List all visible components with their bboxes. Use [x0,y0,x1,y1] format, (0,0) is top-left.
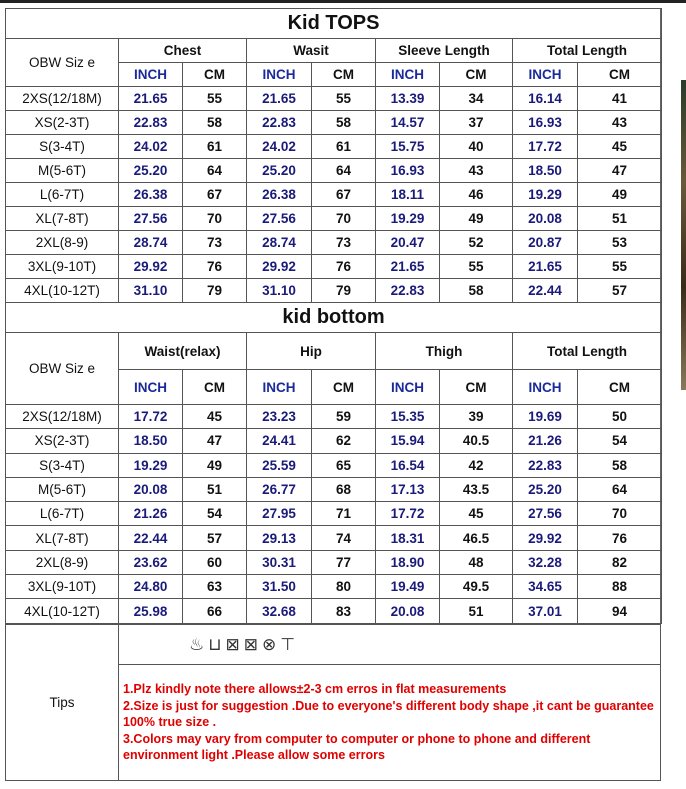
inch-cell: 21.26 [513,429,578,453]
unit-inch-header: INCH [376,370,440,405]
cm-cell: 63 [183,575,247,599]
table-row [6,429,662,453]
inch-cell: 24.02 [119,135,183,159]
size-header: OBW Siz e [6,39,119,87]
inch-cell: 19.69 [513,405,578,429]
cm-cell: 40 [440,135,513,159]
cm-cell: 60 [183,550,247,574]
size-cell: S(3-4T) [6,135,119,159]
inch-cell: 24.41 [247,429,312,453]
unit-cm-header: CM [578,63,662,87]
unit-cm-header: CM [440,63,513,87]
cm-cell: 68 [312,477,376,501]
cm-cell: 58 [578,453,662,477]
cm-cell: 70 [312,207,376,231]
cm-cell: 67 [183,183,247,207]
group-header: Total Length [513,39,662,63]
cm-cell: 46 [440,183,513,207]
inch-cell: 25.59 [247,453,312,477]
cm-cell: 74 [312,526,376,550]
size-cell: M(5-6T) [6,477,119,501]
size-cell: XS(2-3T) [6,429,119,453]
size-cell: M(5-6T) [6,159,119,183]
inch-cell: 17.72 [376,502,440,526]
cm-cell: 51 [440,599,513,623]
cm-cell: 57 [578,279,662,303]
inch-cell: 26.38 [119,183,183,207]
cm-cell: 62 [312,429,376,453]
cm-cell: 73 [312,231,376,255]
tip-1: 1.Plz kindly note there allows±2-3 cm erros in flat measurements [123,682,507,697]
table-row [6,405,662,429]
inch-cell: 26.77 [247,477,312,501]
cm-cell: 61 [183,135,247,159]
inch-cell: 27.56 [247,207,312,231]
size-cell: S(3-4T) [6,453,119,477]
tips-label: Tips [6,625,119,781]
cm-cell: 58 [440,279,513,303]
unit-cm-header: CM [183,370,247,405]
cm-cell: 34 [440,87,513,111]
cm-cell: 57 [183,526,247,550]
cm-cell: 51 [183,477,247,501]
cm-cell: 48 [440,550,513,574]
inch-cell: 22.83 [513,453,578,477]
cm-cell: 59 [312,405,376,429]
group-header: Total Length [513,333,662,370]
cm-cell: 70 [578,502,662,526]
inch-cell: 16.14 [513,87,578,111]
unit-cm-header: CM [578,370,662,405]
size-cell: XS(2-3T) [6,111,119,135]
inch-cell: 24.80 [119,575,183,599]
inch-cell: 32.28 [513,550,578,574]
table-row [6,279,662,303]
inch-cell: 30.31 [247,550,312,574]
inch-cell: 24.02 [247,135,312,159]
hand-wash-icon: ♨ [189,634,209,654]
unit-inch-header: INCH [119,63,183,87]
cm-cell: 49 [440,207,513,231]
inch-cell: 19.29 [376,207,440,231]
inch-cell: 19.49 [376,575,440,599]
unit-inch-header: INCH [376,63,440,87]
cm-cell: 66 [183,599,247,623]
inch-cell: 18.31 [376,526,440,550]
inch-cell: 20.47 [376,231,440,255]
unit-inch-header: INCH [119,370,183,405]
size-cell: 4XL(10-12T) [6,599,119,623]
inch-cell: 28.74 [119,231,183,255]
size-cell: 4XL(10-12T) [6,279,119,303]
size-cell: XL(7-8T) [6,526,119,550]
tips-text [119,665,661,781]
cm-cell: 71 [312,502,376,526]
table-row [6,87,662,111]
group-header: Chest [119,39,247,63]
inch-cell: 18.50 [119,429,183,453]
table-title: kid bottom [6,303,662,333]
inch-cell: 29.92 [513,526,578,550]
wash-tub-icon: ⊔ [208,634,226,654]
group-header: Sleeve Length [376,39,513,63]
inch-cell: 27.95 [247,502,312,526]
cm-cell: 83 [312,599,376,623]
cm-cell: 58 [312,111,376,135]
cm-cell: 53 [578,231,662,255]
table-title: Kid TOPS [6,9,662,39]
inch-cell: 21.26 [119,502,183,526]
table-row [6,453,662,477]
unit-cm-header: CM [312,370,376,405]
inch-cell: 23.23 [247,405,312,429]
inch-cell: 31.10 [247,279,312,303]
inch-cell: 29.92 [119,255,183,279]
inch-cell: 25.20 [247,159,312,183]
inch-cell: 20.08 [119,477,183,501]
cm-cell: 43 [578,111,662,135]
group-header: Waist(relax) [119,333,247,370]
inch-cell: 17.72 [119,405,183,429]
inch-cell: 25.98 [119,599,183,623]
inch-cell: 22.44 [119,526,183,550]
cm-cell: 45 [183,405,247,429]
inch-cell: 16.93 [513,111,578,135]
cm-cell: 79 [312,279,376,303]
inch-cell: 21.65 [513,255,578,279]
table-row [6,207,662,231]
table-row [6,135,662,159]
tips-table [5,624,661,781]
inch-cell: 23.62 [119,550,183,574]
group-header: Wasit [247,39,376,63]
cm-cell: 79 [183,279,247,303]
size-header: OBW Siz e [6,333,119,405]
cm-cell: 55 [312,87,376,111]
cm-cell: 51 [578,207,662,231]
inch-cell: 15.35 [376,405,440,429]
cm-cell: 47 [183,429,247,453]
cm-cell: 55 [183,87,247,111]
cm-cell: 54 [578,429,662,453]
unit-inch-header: INCH [513,63,578,87]
inch-cell: 25.20 [513,477,578,501]
inch-cell: 18.50 [513,159,578,183]
inch-cell: 27.56 [119,207,183,231]
cm-cell: 43 [440,159,513,183]
cm-cell: 70 [183,207,247,231]
cm-cell: 76 [312,255,376,279]
inch-cell: 15.75 [376,135,440,159]
product-photo-edge [681,80,686,390]
cm-cell: 76 [578,526,662,550]
inch-cell: 13.39 [376,87,440,111]
unit-inch-header: INCH [247,370,312,405]
inch-cell: 15.94 [376,429,440,453]
inch-cell: 20.08 [513,207,578,231]
cm-cell: 67 [312,183,376,207]
table-row [6,550,662,574]
cm-cell: 55 [440,255,513,279]
inch-cell: 37.01 [513,599,578,623]
table-row [6,231,662,255]
cm-cell: 39 [440,405,513,429]
cm-cell: 94 [578,599,662,623]
size-cell: 2XL(8-9) [6,231,119,255]
cm-cell: 45 [578,135,662,159]
table-row [6,575,662,599]
inch-cell: 32.68 [247,599,312,623]
inch-cell: 21.65 [247,87,312,111]
table-row [6,599,662,623]
cm-cell: 65 [312,453,376,477]
inch-cell: 22.44 [513,279,578,303]
cm-cell: 64 [578,477,662,501]
cm-cell: 52 [440,231,513,255]
size-cell: XL(7-8T) [6,207,119,231]
inch-cell: 20.08 [376,599,440,623]
unit-inch-header: INCH [513,370,578,405]
cm-cell: 49 [183,453,247,477]
inch-cell: 31.50 [247,575,312,599]
cm-cell: 88 [578,575,662,599]
cm-cell: 77 [312,550,376,574]
size-cell: 2XL(8-9) [6,550,119,574]
bottoms-size-table [5,302,662,624]
inch-cell: 18.11 [376,183,440,207]
tip-2: 2.Size is just for suggestion .Due to everyone's different body shape ,it cant be guarantee 100% true size . [123,698,654,730]
inch-cell: 31.10 [119,279,183,303]
size-cell: 3XL(9-10T) [6,575,119,599]
tops-size-table [5,8,662,303]
inch-cell: 14.57 [376,111,440,135]
cm-cell: 64 [183,159,247,183]
unit-cm-header: CM [440,370,513,405]
inch-cell: 29.92 [247,255,312,279]
inch-cell: 27.56 [513,502,578,526]
inch-cell: 16.54 [376,453,440,477]
cm-cell: 37 [440,111,513,135]
inch-cell: 19.29 [513,183,578,207]
inch-cell: 21.65 [119,87,183,111]
cm-cell: 46.5 [440,526,513,550]
inch-cell: 22.83 [376,279,440,303]
cm-cell: 49.5 [440,575,513,599]
cm-cell: 82 [578,550,662,574]
inch-cell: 26.38 [247,183,312,207]
inch-cell: 17.72 [513,135,578,159]
size-cell: 2XS(12/18M) [6,405,119,429]
inch-cell: 21.65 [376,255,440,279]
cm-cell: 73 [183,231,247,255]
group-header: Hip [247,333,376,370]
table-row [6,111,662,135]
do-not-tumble-dry-icon: ⊠ [243,634,263,654]
table-row [6,477,662,501]
table-row [6,526,662,550]
cm-cell: 40.5 [440,429,513,453]
inch-cell: 22.83 [247,111,312,135]
top-border [0,0,686,3]
size-cell: 3XL(9-10T) [6,255,119,279]
inch-cell: 22.83 [119,111,183,135]
care-icons [119,625,661,665]
table-row [6,159,662,183]
inch-cell: 25.20 [119,159,183,183]
inch-cell: 16.93 [376,159,440,183]
hang-dry-icon: ⊤ [280,634,300,654]
cm-cell: 54 [183,502,247,526]
size-cell: L(6-7T) [6,502,119,526]
cm-cell: 50 [578,405,662,429]
inch-cell: 17.13 [376,477,440,501]
table-row [6,502,662,526]
inch-cell: 19.29 [119,453,183,477]
unit-cm-header: CM [312,63,376,87]
cm-cell: 58 [183,111,247,135]
group-header: Thigh [376,333,513,370]
cm-cell: 80 [312,575,376,599]
table-row [6,255,662,279]
inch-cell: 29.13 [247,526,312,550]
inch-cell: 34.65 [513,575,578,599]
cm-cell: 61 [312,135,376,159]
unit-cm-header: CM [183,63,247,87]
cm-cell: 43.5 [440,477,513,501]
do-not-wring-icon: ⊠ [225,634,244,654]
cm-cell: 55 [578,255,662,279]
inch-cell: 20.87 [513,231,578,255]
unit-inch-header: INCH [247,63,312,87]
table-row [6,183,662,207]
cm-cell: 76 [183,255,247,279]
cm-cell: 42 [440,453,513,477]
inch-cell: 28.74 [247,231,312,255]
cm-cell: 64 [312,159,376,183]
cm-cell: 41 [578,87,662,111]
cm-cell: 45 [440,502,513,526]
inch-cell: 18.90 [376,550,440,574]
cm-cell: 47 [578,159,662,183]
tip-3: 3.Colors may vary from computer to computer or phone to phone and different environment light .Please allow some errors [123,731,591,763]
cm-cell: 49 [578,183,662,207]
do-not-bleach-icon: ⊗ [262,634,281,654]
size-cell: 2XS(12/18M) [6,87,119,111]
size-cell: L(6-7T) [6,183,119,207]
